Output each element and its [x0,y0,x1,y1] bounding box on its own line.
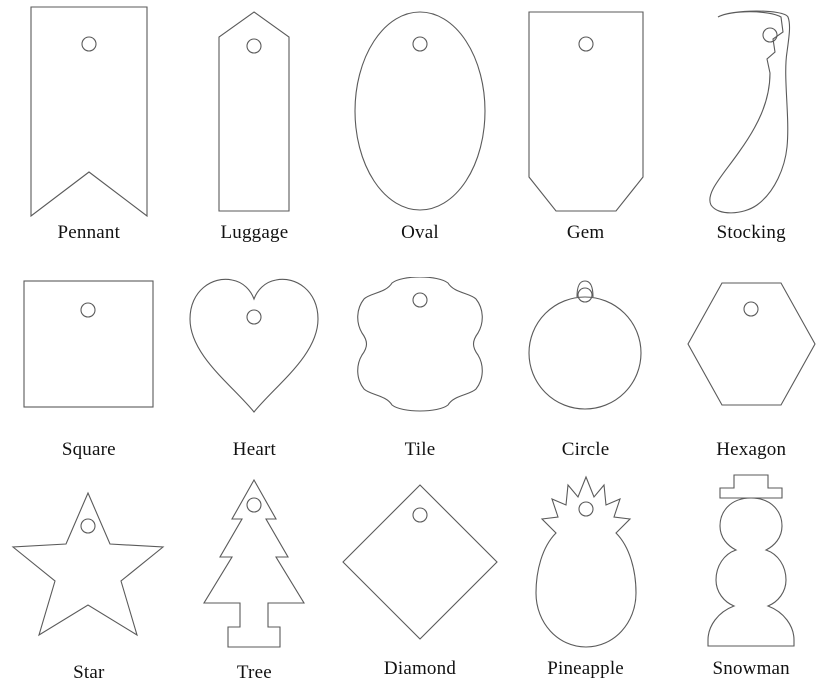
shape-cell-luggage[interactable] [172,4,338,252]
shape-label-diamond: Diamond [383,658,457,679]
shape-cell-hexagon[interactable] [668,252,834,469]
tree-shape [172,469,338,659]
shape-label-tile: Tile [404,439,436,460]
shape-cell-diamond[interactable] [337,469,503,686]
diamond-shape [337,469,503,655]
shape-cell-star[interactable] [6,469,172,686]
pennant-shape [6,4,172,219]
shape-cell-oval[interactable] [337,4,503,252]
luggage-shape [172,4,338,219]
shape-label-circle: Circle [561,439,610,460]
star-shape [6,469,172,659]
snowman-shape [668,469,834,655]
shape-label-pennant: Pennant [57,222,121,243]
shape-label-luggage: Luggage [220,222,289,243]
shape-cell-tree[interactable] [172,469,338,686]
shape-cell-stocking[interactable] [668,4,834,252]
heart-shape [172,252,338,436]
shape-cell-tile[interactable] [337,252,503,469]
shape-label-gem: Gem [566,222,605,243]
shape-cell-square[interactable] [6,252,172,469]
shape-label-square: Square [61,439,116,460]
shape-cell-pineapple[interactable] [503,469,669,686]
shape-label-star: Star [73,662,105,683]
shape-label-snowman: Snowman [712,658,790,679]
shape-cell-circle[interactable] [503,252,669,469]
tile-shape [337,252,503,436]
shape-label-stocking: Stocking [716,222,786,243]
stocking-shape [668,4,834,219]
oval-shape [337,4,503,219]
shape-label-heart: Heart [232,439,276,460]
circle-shape [503,252,669,436]
square-shape [6,252,172,436]
shape-label-pineapple: Pineapple [547,658,624,679]
shape-label-tree: Tree [236,662,272,683]
shape-label-hexagon: Hexagon [716,439,787,460]
pineapple-shape [503,469,669,655]
shape-cell-snowman[interactable] [668,469,834,686]
shape-label-oval: Oval [401,222,439,243]
hexagon-shape [668,252,834,436]
shape-cell-pennant[interactable] [6,4,172,252]
gem-shape [503,4,669,219]
shape-cell-heart[interactable] [172,252,338,469]
shape-cell-gem[interactable] [503,4,669,252]
